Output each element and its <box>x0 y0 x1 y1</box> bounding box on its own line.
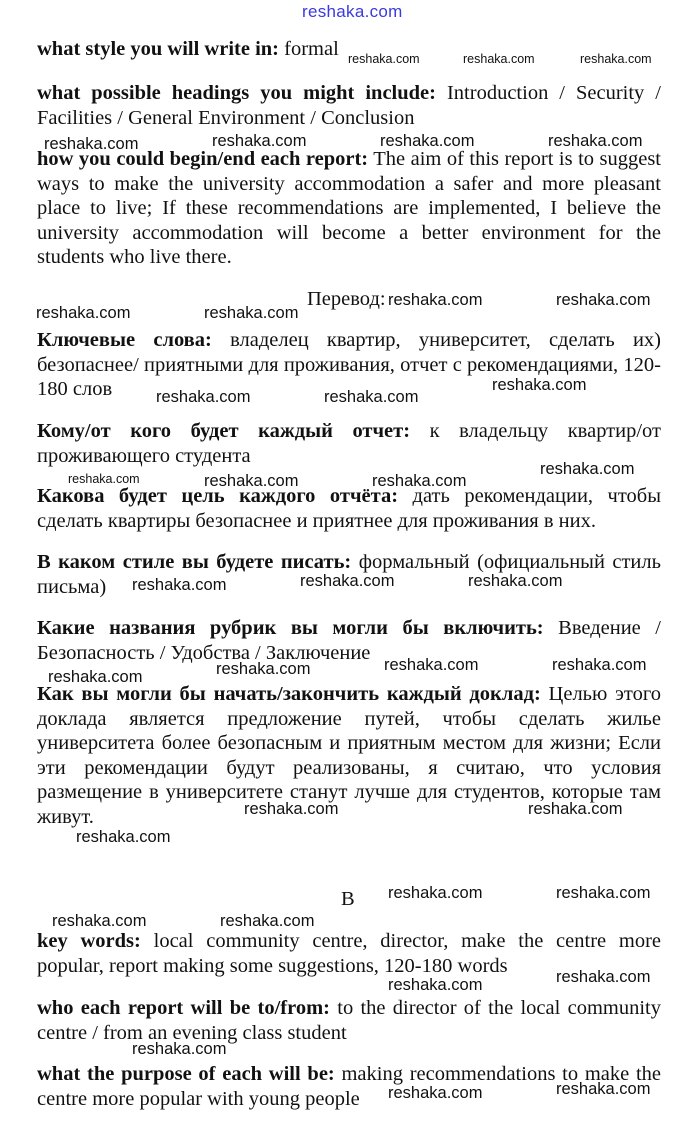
translation-heading: Перевод: <box>307 288 386 310</box>
label: key words: <box>37 930 141 952</box>
label: Кому/от кого будет каждый отчет: <box>37 420 411 442</box>
label: Какие названия рубрик вы могли бы включить: <box>37 617 544 639</box>
paragraph-headings <box>37 81 661 130</box>
watermark: reshaka.com <box>204 304 299 322</box>
watermark: reshaka.com <box>556 291 651 309</box>
watermark: reshaka.com <box>36 304 131 322</box>
watermark: reshaka.com <box>324 388 419 406</box>
watermark: reshaka.com <box>372 472 467 490</box>
watermark: reshaka.com <box>132 576 227 594</box>
label: Какова будет цель каждого отчёта: <box>37 485 399 507</box>
watermark: reshaka.com <box>388 1084 483 1102</box>
watermark: reshaka.com <box>552 656 647 674</box>
text: The aim of this report is to suggest ways to make the university accommodation a safer and more pleasant place to live; If these recommendations are implemented, I believe the university accommodation will become a better environment for the students who live there. <box>37 148 661 269</box>
watermark: reshaka.com <box>156 388 251 406</box>
paragraph-purpose-ru <box>37 484 661 533</box>
label: how you could begin/end each report: <box>37 148 369 170</box>
watermark: reshaka.com <box>388 884 483 902</box>
text: to the director of the local community centre / from an evening class student <box>37 997 661 1044</box>
text: формальный (официальный стиль письма) <box>37 551 661 598</box>
watermark: reshaka.com <box>556 968 651 986</box>
watermark: reshaka.com <box>76 828 171 846</box>
watermark: reshaka.com <box>388 976 483 994</box>
text: Introduction / Security / Facilities / General Environment / Conclusion <box>37 82 661 129</box>
watermark: reshaka.com <box>52 912 147 930</box>
label: В каком стиле вы будете писать: <box>37 551 352 573</box>
watermark: reshaka.com <box>380 132 475 150</box>
paragraph-to-from-b <box>37 996 661 1045</box>
watermark: reshaka.com <box>44 135 139 153</box>
watermark: reshaka.com <box>132 1040 227 1058</box>
label: what style you will write in: <box>37 38 279 60</box>
watermark: reshaka.com <box>556 884 651 902</box>
label: who each report will be to/from: <box>37 997 330 1019</box>
watermark: reshaka.com <box>220 912 315 930</box>
label: Ключевые слова: <box>37 329 212 351</box>
text: Целью этого доклада является предложение путей, чтобы сделать жилье университета более безопасным и приятным местом для жизни; Если эти рекомендации будут реализованы, я считаю, что условия размещение в университете станут лучше для студентов, которые там живут. <box>37 683 661 828</box>
label: what possible headings you might include: <box>37 82 436 104</box>
text: владелец квартир, университет, сделать их) безопаснее/ приятными для проживания, отчет с рекомендациями, 120-180 слов <box>37 329 662 401</box>
watermark: reshaka.com <box>244 800 339 818</box>
label: Как вы могли бы начать/закончить каждый доклад: <box>37 683 541 705</box>
watermark: reshaka.com <box>468 572 563 590</box>
text: Введение / Безопасность / Удобства / Заключение <box>37 617 661 664</box>
label: what the purpose of each will be: <box>37 1063 335 1085</box>
watermark: reshaka.com <box>463 52 535 66</box>
text: local community centre, director, make the centre more popular, report making some suggestions, 120-180 words <box>37 930 662 977</box>
watermark: reshaka.com <box>548 132 643 150</box>
watermark: reshaka.com <box>48 668 143 686</box>
watermark: reshaka.com <box>204 472 299 490</box>
watermark: reshaka.com <box>528 800 623 818</box>
watermark: reshaka.com <box>492 376 587 394</box>
text: к владельцу квартир/от проживающего студента <box>37 420 661 467</box>
watermark: reshaka.com <box>216 660 311 678</box>
site-logo[interactable]: reshaka.com <box>302 2 403 21</box>
text: making recommendations to make the centre more popular with young people <box>37 1063 661 1110</box>
watermark: reshaka.com <box>384 656 479 674</box>
text: дать рекомендации, чтобы сделать квартиры безопаснее и приятнее для проживания в них. <box>37 485 661 532</box>
watermark: reshaka.com <box>556 1080 651 1098</box>
watermark: reshaka.com <box>68 472 140 486</box>
watermark: reshaka.com <box>540 460 635 478</box>
paragraph-begin-end <box>37 147 661 270</box>
watermark: reshaka.com <box>388 291 483 309</box>
text: formal <box>279 38 339 60</box>
watermark: reshaka.com <box>300 572 395 590</box>
watermark: reshaka.com <box>212 132 307 150</box>
section-letter: B <box>341 888 355 910</box>
watermark: reshaka.com <box>348 52 420 66</box>
watermark: reshaka.com <box>580 52 652 66</box>
